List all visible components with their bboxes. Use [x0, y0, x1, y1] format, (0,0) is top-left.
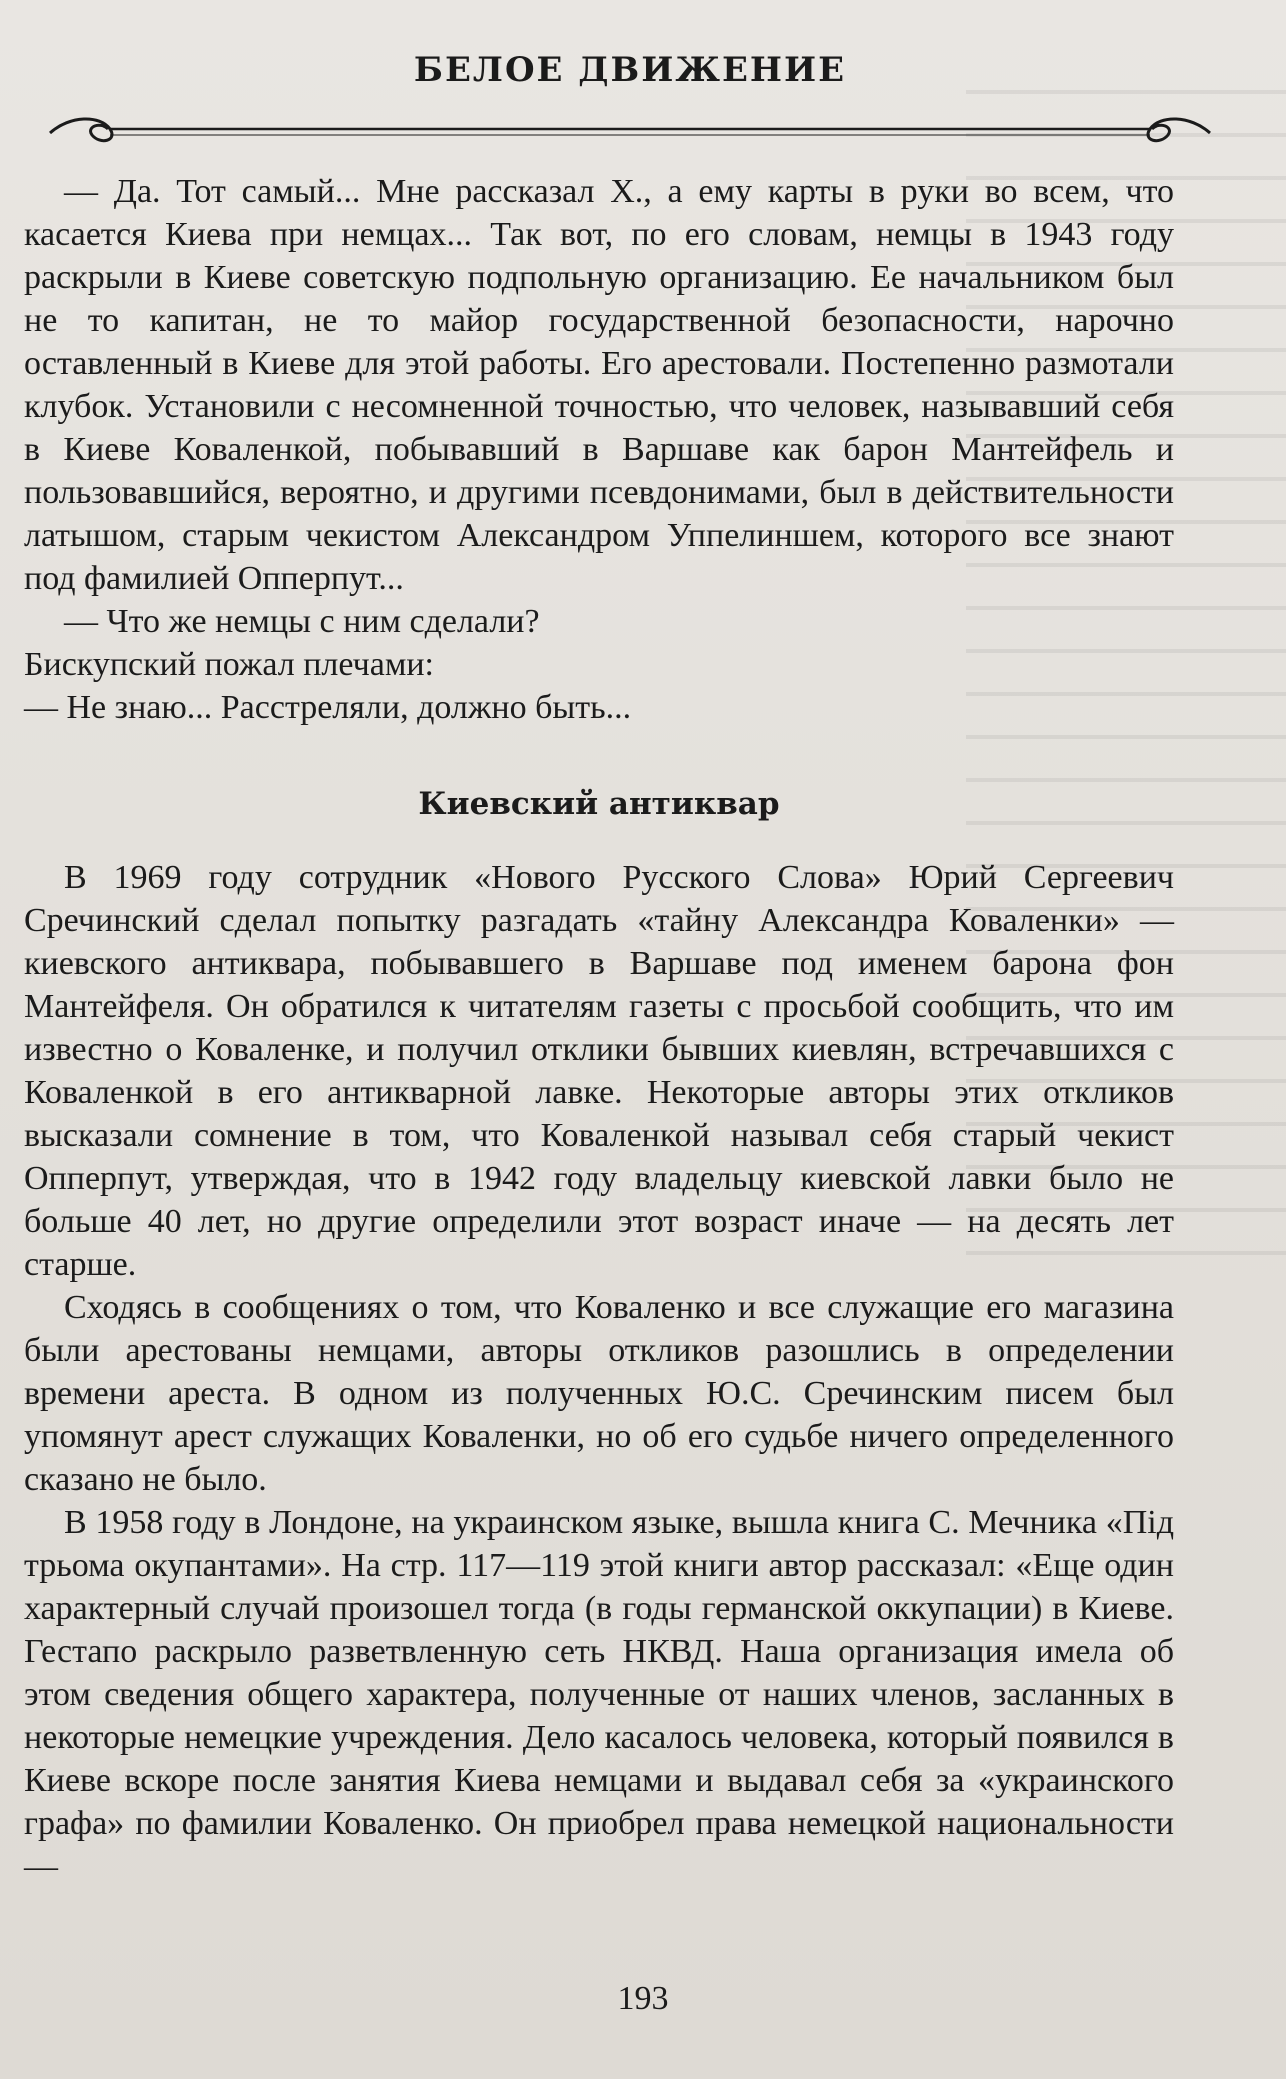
section-title: Киевский антиквар: [418, 786, 780, 822]
paragraph: В 1958 году в Лондоне, на украинском языке, вышла книга С. Мечника «Під трьома окупантами». На стр. 117—119 этой книги автор рассказал: «Еще один характерный случай произошел тогда (в годы германской оккупации) в Киеве. Гестапо раскрыло разветвленную сеть НКВД. Наша организация имела об этом сведения общего характера, полученные от наших членов, засланных в некоторые немецкие учреждения. Дело касалось человека, который появился в Киеве вскоре после занятия Киева немцами и выдавал себя за «украинского графа» по фамилии Коваленко. Он приобрел права немецкой национальности —: [24, 1504, 1174, 1885]
header-ornament-icon: [30, 95, 1230, 155]
paragraph: — Да. Тот самый... Мне рассказал Х., а ему карты в руки во всем, что касается Киева при немцах... Так вот, по его словам, немцы в 1943 году раскрыли в Киеве советскую подпольную организацию. Ее начальником был не то капитан, не то майор государственной безопасности, нарочно оставленный в Киеве для этой работы. Его арестовали. Постепенно размотали клубок. Установили с несомненной точностью, что человек, называвший себя в Киеве Коваленкой, побывавший в Варшаве как барон Мантейфель и пользовавшийся, вероятно, и другими псевдонимами, был в действительности латышом, старым чекистом Александром Уппелиншем, которого все знают под фамилией Опперпут...: [24, 173, 1174, 597]
page-number: 193: [617, 1980, 669, 2017]
body-text: [24, 170, 1174, 1888]
paragraph: Бискупский пожал плечами:: [24, 646, 434, 683]
running-head: БЕЛОЕ ДВИЖЕНИЕ: [413, 50, 847, 90]
page-header: [30, 40, 1230, 150]
paragraph: В 1969 году сотрудник «Нового Русского Слова» Юрий Сергеевич Сречинский сделал попытку разгадать «тайну Александра Коваленки» — киевского антиквара, побывавшего в Варшаве под именем барона фон Мантейфеля. Он обратился к читателям газеты с просьбой сообщить, что им известно о Коваленке, и получил отклики бывших киевлян, встречавшихся с Коваленкой в его антикварной лавке. Некоторые авторы этих откликов высказали сомнение в том, что Коваленкой называл себя старый чекист Опперпут, утверждая, что в 1942 году владельцу киевской лавки было не больше 40 лет, но другие определили этот возраст иначе — на десять лет старше.: [24, 859, 1174, 1283]
paragraph: — Что же немцы с ним сделали?: [64, 603, 540, 640]
paragraph: — Не знаю... Расстреляли, должно быть...: [24, 689, 632, 726]
paragraph: Сходясь в сообщениях о том, что Коваленко и все служащие его магазина были арестованы немцами, авторы откликов разошлись в определении времени ареста. В одном из полученных Ю.С. Сречинским писем был упомянут арест служащих Коваленки, но об его судьбе ничего определенного сказано не было.: [24, 1289, 1174, 1498]
